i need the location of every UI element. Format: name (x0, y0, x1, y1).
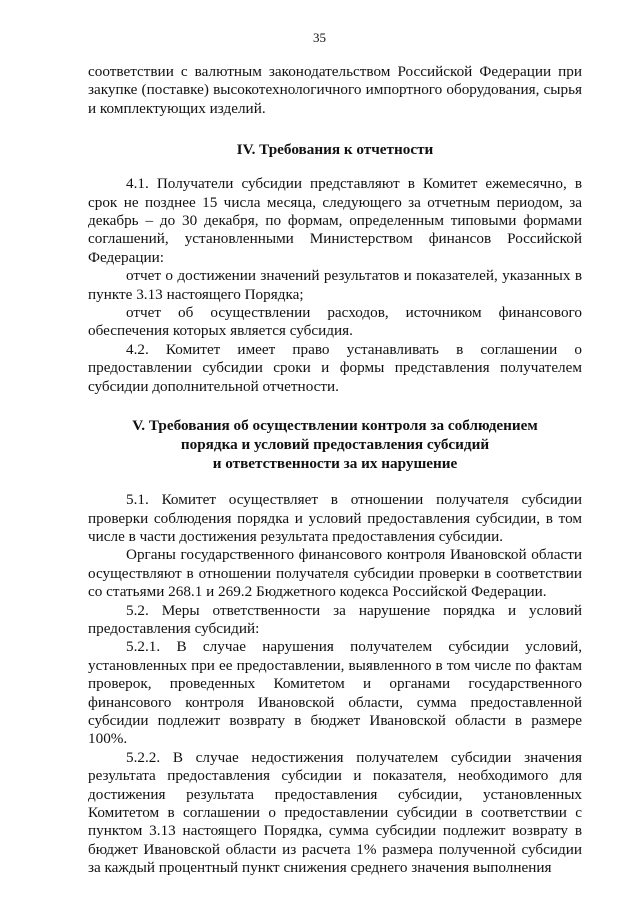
paragraph-report-results: отчет о достижении значений результатов и показателей, указанных в пункте 3.13 настоящего Порядка; (88, 267, 582, 303)
section-heading-v (88, 416, 582, 473)
heading-line: и ответственности за их нарушение (212, 455, 458, 473)
paragraph-5-2: 5.2. Меры ответственности за нарушение порядка и условий предоставления субсидий: (88, 601, 582, 637)
heading-line: V. Требования об осуществлении контроля за соблюдением (132, 417, 538, 435)
paragraph-5-2-2: 5.2.2. В случае недостижения получателем субсидии значения результата предоставления субсидии и показателя, необходимого для достижения результата предоставления субсидии, установленных Комитетом в соглашении о предоставлении субсидии в соответствии с пунктом 3.13 настоящего Порядка, сумма субсидии подлежит возврату в бюджет Ивановской области из расчета 1% размера полученной субсидии за каждый процентный пункт снижения среднего значения выполнения (88, 748, 582, 877)
paragraph-5-2-1: 5.2.1. В случае нарушения получателем субсидии условий, установленных при ее предоставлении, выявленного в том числе по фактам проверок, проведенных Комитетом и органами государственного финансового контроля Ивановской области, сумма предоставленной субсидии подлежит возврату в бюджет Ивановской области в размере 100%. (88, 638, 582, 748)
page-number: 35 (313, 30, 326, 45)
paragraph-4-1: 4.1. Получатели субсидии представляют в Комитет ежемесячно, в срок не позднее 15 числа месяца, следующего за отчетным периодом, за декабрь – до 30 декабря, по формам, определенным типовыми формами соглашений, установленными Министерством финансов Российской Федерации: (88, 175, 582, 266)
section-heading-iv (88, 140, 582, 159)
paragraph-control-bodies: Органы государственного финансового контроля Ивановской области осуществляют в отношении получателя субсидии проверки в соответствии со статьями 268.1 и 269.2 Бюджетного кодекса Российской Федерации. (88, 546, 582, 601)
paragraph-report-expenses: отчет об осуществлении расходов, источником финансового обеспечения которых является субсидия. (88, 304, 582, 340)
heading-line: порядка и условий предоставления субсидий (180, 436, 490, 454)
paragraph-continuation: соответствии с валютным законодательством Российской Федерации при закупке (поставке) высокотехнологичного импортного оборудования, сырья и комплектующих изделий. (88, 63, 582, 117)
paragraph-4-2: 4.2. Комитет имеет право устанавливать в соглашении о предоставлении субсидии сроки и формы представления получателем субсидии дополнительной отчетности. (88, 340, 582, 395)
document-body (88, 63, 582, 878)
heading-line: IV. Требования к отчетности (236, 141, 434, 159)
paragraph-5-1: 5.1. Комитет осуществляет в отношении получателя субсидии проверки соблюдения порядка и условий предоставления субсидии, в том числе в части достижения результата предоставления субсидии. (88, 491, 582, 545)
